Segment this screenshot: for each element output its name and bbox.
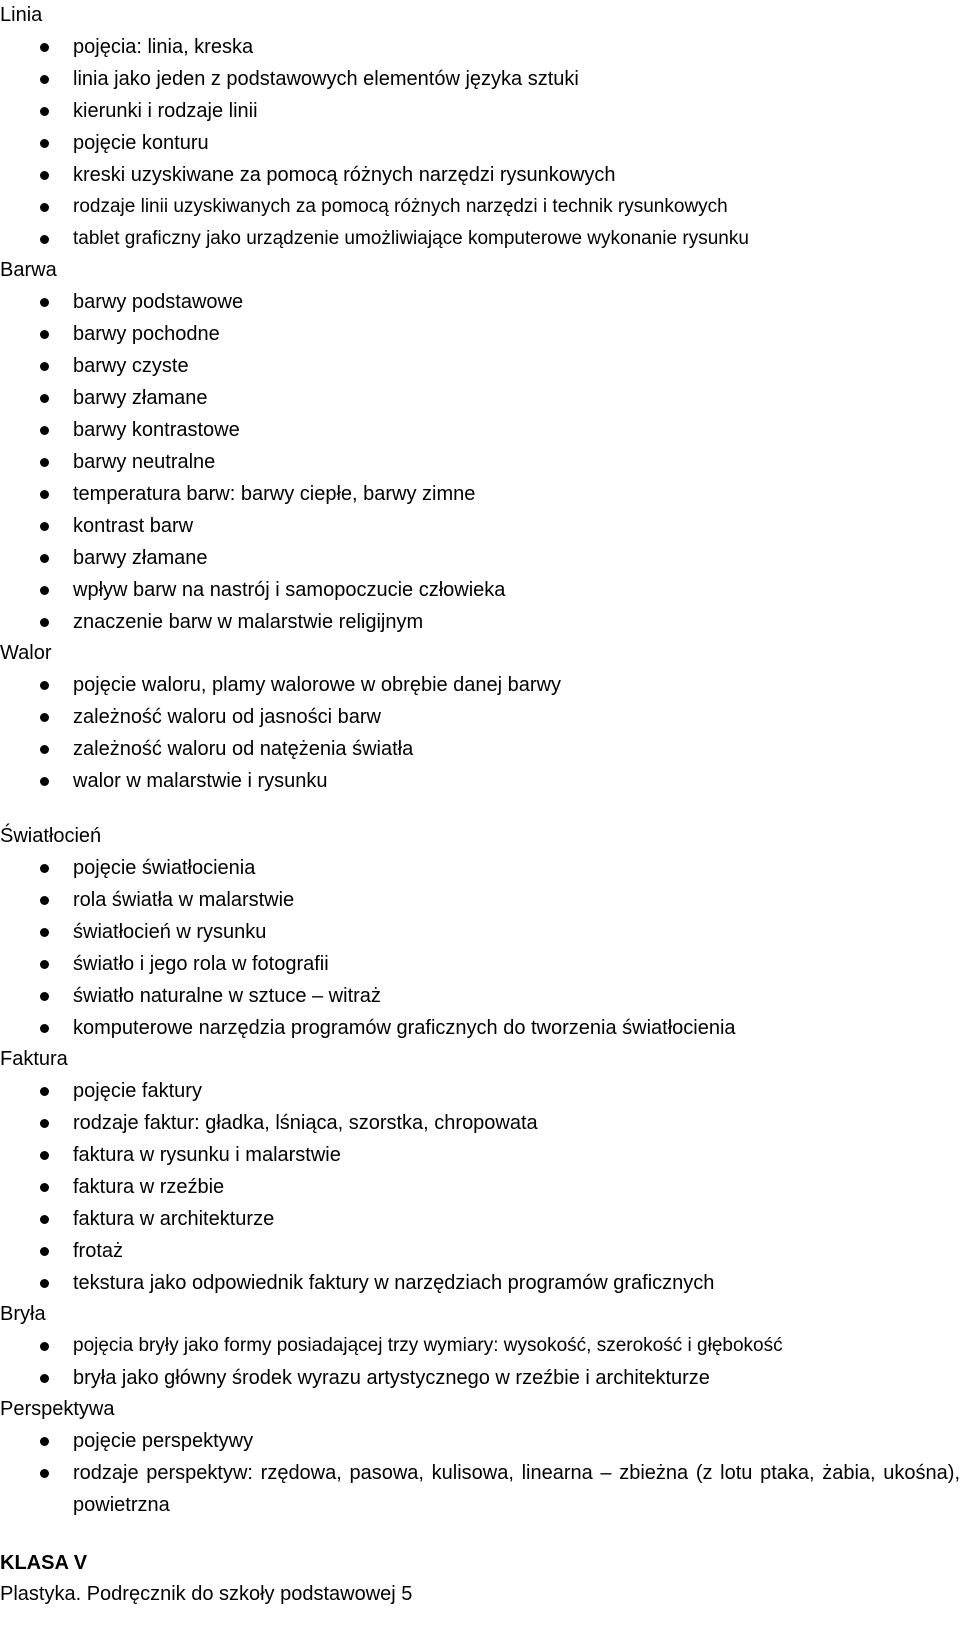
- list-item: pojęcie waloru, plamy walorowe w obrębie danej barwy: [0, 669, 960, 701]
- section-list-walor: [0, 669, 960, 797]
- bullet-icon: [40, 75, 49, 84]
- section-list-faktura: [0, 1075, 960, 1299]
- list-item: pojęcie konturu: [0, 127, 960, 159]
- section-list-barwa: [0, 286, 960, 638]
- list-item: faktura w rzeźbie: [0, 1171, 960, 1203]
- spacer: [0, 797, 960, 821]
- bullet-icon: [40, 1119, 49, 1128]
- bullet-icon: [40, 864, 49, 873]
- bullet-icon: [40, 394, 49, 403]
- bullet-icon: [40, 426, 49, 435]
- list-item: faktura w architekturze: [0, 1203, 960, 1235]
- list-item: walor w malarstwie i rysunku: [0, 765, 960, 797]
- book-title: Plastyka. Podręcznik do szkoły podstawowej 5: [0, 1583, 413, 1605]
- bullet-icon: [40, 777, 49, 786]
- class-label: KLASA V: [0, 1552, 88, 1574]
- section-heading-bryla: Bryła: [0, 1303, 46, 1325]
- bullet-icon: [40, 490, 49, 499]
- bullet-icon: [40, 107, 49, 116]
- section-heading-swiatlocien: Światłocień: [0, 825, 102, 847]
- list-item: pojęcia bryły jako formy posiadającej trzy wymiary: wysokość, szerokość i głębokość: [0, 1330, 960, 1362]
- section-heading-perspektywa: Perspektywa: [0, 1398, 115, 1420]
- list-item: barwy neutralne: [0, 446, 960, 478]
- list-item: kierunki i rodzaje linii: [0, 95, 960, 127]
- list-item: światłocień w rysunku: [0, 916, 960, 948]
- bullet-icon: [40, 681, 49, 690]
- list-item: linia jako jeden z podstawowych elementów języka sztuki: [0, 63, 960, 95]
- section-list-swiatlocien: [0, 852, 960, 1044]
- list-item: pojęcia: linia, kreska: [0, 31, 960, 63]
- bullet-icon: [40, 298, 49, 307]
- bullet-icon: [40, 554, 49, 563]
- list-item: pojęcie światłocienia: [0, 852, 960, 884]
- list-item: kreski uzyskiwane za pomocą różnych narzędzi rysunkowych: [0, 159, 960, 191]
- list-item: tablet graficzny jako urządzenie umożliwiające komputerowe wykonanie rysunku: [0, 223, 960, 255]
- list-item: znaczenie barw w malarstwie religijnym: [0, 606, 960, 638]
- section-heading-walor: Walor: [0, 642, 52, 664]
- bullet-icon: [40, 330, 49, 339]
- bullet-icon: [40, 1469, 49, 1478]
- list-item: pojęcie faktury: [0, 1075, 960, 1107]
- bullet-icon: [40, 1342, 49, 1351]
- bullet-icon: [40, 1215, 49, 1224]
- list-item: temperatura barw: barwy ciepłe, barwy zimne: [0, 478, 960, 510]
- bullet-icon: [40, 1087, 49, 1096]
- list-item: tekstura jako odpowiednik faktury w narzędziach programów graficznych: [0, 1267, 960, 1299]
- list-item: barwy złamane: [0, 382, 960, 414]
- list-item: światło naturalne w sztuce – witraż: [0, 980, 960, 1012]
- list-item: barwy złamane: [0, 542, 960, 574]
- bullet-icon: [40, 1374, 49, 1383]
- list-item: pojęcie perspektywy: [0, 1425, 960, 1457]
- bullet-icon: [40, 458, 49, 467]
- bullet-icon: [40, 992, 49, 1001]
- bullet-icon: [40, 618, 49, 627]
- list-item: rodzaje faktur: gładka, lśniąca, szorstka, chropowata: [0, 1107, 960, 1139]
- bullet-icon: [40, 896, 49, 905]
- bullet-icon: [40, 713, 49, 722]
- bullet-icon: [40, 586, 49, 595]
- section-heading-barwa: Barwa: [0, 259, 57, 281]
- bullet-icon: [40, 1247, 49, 1256]
- list-item: barwy pochodne: [0, 318, 960, 350]
- bullet-icon: [40, 960, 49, 969]
- list-item: zależność waloru od natężenia światła: [0, 733, 960, 765]
- list-item: kontrast barw: [0, 510, 960, 542]
- spacer: [0, 1521, 960, 1548]
- section-heading-faktura: Faktura: [0, 1048, 68, 1070]
- bullet-icon: [40, 235, 49, 244]
- bullet-icon: [40, 171, 49, 180]
- bullet-icon: [40, 203, 49, 212]
- section-list-bryla: [0, 1330, 960, 1394]
- bullet-icon: [40, 1279, 49, 1288]
- bullet-icon: [40, 522, 49, 531]
- bullet-icon: [40, 43, 49, 52]
- list-item: frotaż: [0, 1235, 960, 1267]
- list-item: rola światła w malarstwie: [0, 884, 960, 916]
- bullet-icon: [40, 362, 49, 371]
- list-item: wpływ barw na nastrój i samopoczucie człowieka: [0, 574, 960, 606]
- bullet-icon: [40, 1183, 49, 1192]
- bullet-icon: [40, 745, 49, 754]
- bullet-icon: [40, 1437, 49, 1446]
- list-item: zależność waloru od jasności barw: [0, 701, 960, 733]
- list-item: barwy czyste: [0, 350, 960, 382]
- list-item: barwy kontrastowe: [0, 414, 960, 446]
- section-list-linia: [0, 31, 960, 255]
- list-item: rodzaje linii uzyskiwanych za pomocą różnych narzędzi i technik rysunkowych: [0, 191, 960, 223]
- list-item: faktura w rysunku i malarstwie: [0, 1139, 960, 1171]
- section-list-perspektywa: [0, 1425, 960, 1521]
- list-item: komputerowe narzędzia programów graficznych do tworzenia światłocienia: [0, 1012, 960, 1044]
- bullet-icon: [40, 1024, 49, 1033]
- list-item: bryła jako główny środek wyrazu artystycznego w rzeźbie i architekturze: [0, 1362, 960, 1394]
- list-item: barwy podstawowe: [0, 286, 960, 318]
- list-item: rodzaje perspektyw: rzędowa, pasowa, kulisowa, linearna – zbieżna (z lotu ptaka, żabia, ukośna), powietrzna: [0, 1457, 960, 1521]
- section-heading-linia: Linia: [0, 4, 43, 26]
- bullet-icon: [40, 928, 49, 937]
- bullet-icon: [40, 1151, 49, 1160]
- bullet-icon: [40, 139, 49, 148]
- list-item: światło i jego rola w fotografii: [0, 948, 960, 980]
